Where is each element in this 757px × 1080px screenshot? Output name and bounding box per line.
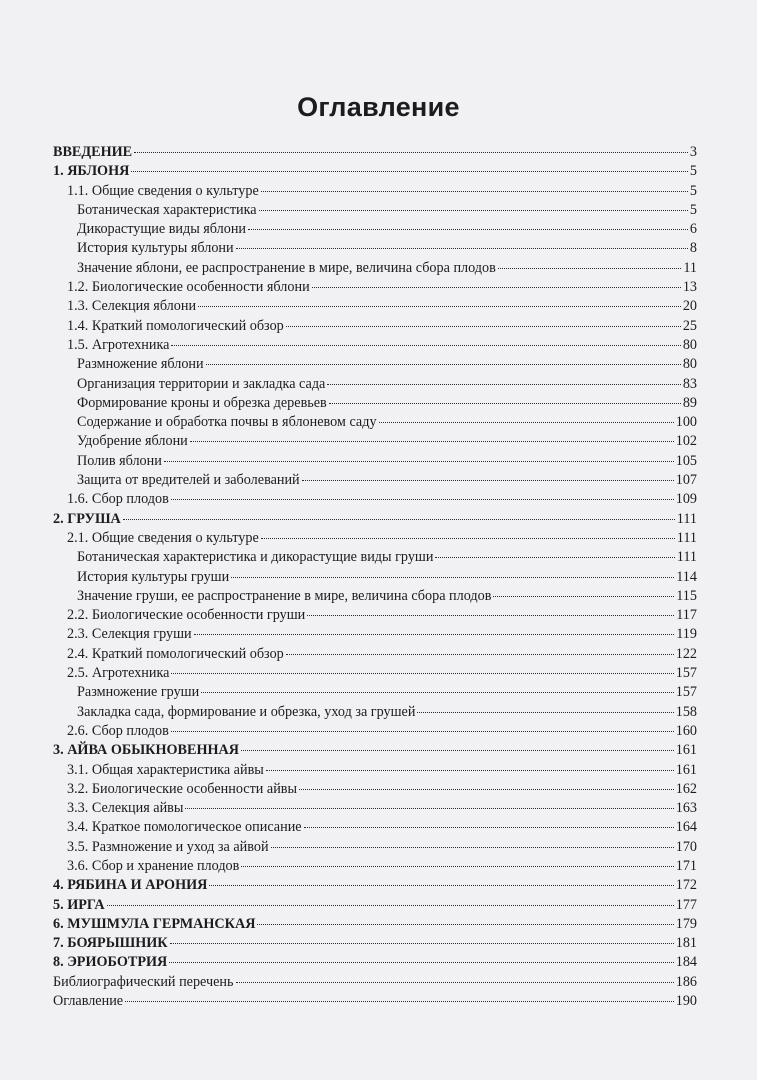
toc-entry-title: 7. БОЯРЫШНИК bbox=[53, 935, 168, 952]
toc-entry bbox=[53, 587, 697, 606]
toc-entry-title: Значение груши, ее распространение в мире, величина сбора плодов bbox=[77, 587, 492, 604]
toc-entry bbox=[53, 683, 697, 702]
toc-entry-page-number: 172 bbox=[675, 877, 697, 894]
toc-entry-title: 1.6. Сбор плодов bbox=[67, 491, 169, 508]
toc-entry-title: 1.5. Агротехника bbox=[67, 336, 170, 353]
toc-entry bbox=[53, 336, 697, 355]
toc-entry bbox=[53, 529, 697, 548]
toc-entry-title: Размножение груши bbox=[77, 684, 200, 701]
dot-leader bbox=[170, 943, 674, 944]
toc-entry bbox=[53, 664, 697, 683]
toc-entry-title: 3. АЙВА ОБЫКНОВЕННАЯ bbox=[53, 742, 240, 759]
toc-entry bbox=[53, 182, 697, 201]
toc-entry-title: 3.2. Биологические особенности айвы bbox=[67, 780, 298, 797]
toc-entry bbox=[53, 876, 697, 895]
dot-leader bbox=[171, 345, 680, 346]
toc-entry-title: Формирование кроны и обрезка деревьев bbox=[77, 394, 327, 411]
dot-leader bbox=[329, 403, 681, 404]
toc-entry-page-number: 157 bbox=[675, 665, 697, 682]
dot-leader bbox=[286, 654, 674, 655]
dot-leader bbox=[236, 248, 688, 249]
dot-leader bbox=[198, 306, 681, 307]
toc-entry-page-number: 105 bbox=[675, 452, 697, 469]
toc-entry-title: Полив яблони bbox=[77, 452, 162, 469]
dot-leader bbox=[185, 808, 673, 809]
toc-entry-title: История культуры груши bbox=[77, 568, 230, 585]
toc-entry bbox=[53, 857, 697, 876]
toc-entry-page-number: 80 bbox=[682, 336, 697, 353]
toc-entry bbox=[53, 568, 697, 587]
dot-leader bbox=[201, 692, 674, 693]
toc-entry-page-number: 161 bbox=[675, 742, 697, 759]
toc-entry bbox=[53, 452, 697, 471]
dot-leader bbox=[231, 577, 674, 578]
toc-entry-page-number: 115 bbox=[676, 587, 697, 604]
toc-entry bbox=[53, 953, 697, 972]
dot-leader bbox=[379, 422, 674, 423]
toc-entry-page-number: 186 bbox=[675, 973, 697, 990]
toc-entry-page-number: 111 bbox=[676, 549, 697, 566]
toc-entry-title: Ботаническая характеристика bbox=[77, 201, 257, 218]
toc-entry-page-number: 119 bbox=[676, 626, 697, 643]
toc-entry-page-number: 177 bbox=[675, 896, 697, 913]
toc-entry bbox=[53, 741, 697, 760]
dot-leader bbox=[209, 885, 673, 886]
toc-entry-page-number: 157 bbox=[675, 684, 697, 701]
toc-entry-title: 2.5. Агротехника bbox=[67, 665, 170, 682]
dot-leader bbox=[241, 750, 674, 751]
dot-leader bbox=[302, 480, 674, 481]
toc-entry-page-number: 117 bbox=[676, 607, 697, 624]
dot-leader bbox=[271, 847, 674, 848]
toc-entry bbox=[53, 471, 697, 490]
toc-entry-title: 1.3. Селекция яблони bbox=[67, 298, 197, 315]
toc-entry-title: 4. РЯБИНА И АРОНИЯ bbox=[53, 877, 208, 894]
dot-leader bbox=[248, 229, 688, 230]
toc-entry-page-number: 25 bbox=[682, 317, 697, 334]
toc-entry bbox=[53, 239, 697, 258]
toc-entry-title: 2.6. Сбор плодов bbox=[67, 722, 169, 739]
toc-entry bbox=[53, 548, 697, 567]
dot-leader bbox=[498, 268, 682, 269]
dot-leader bbox=[206, 364, 681, 365]
toc-entry bbox=[53, 606, 697, 625]
dot-leader bbox=[435, 557, 674, 558]
toc-entry bbox=[53, 317, 697, 336]
toc-entry-title: Дикорастущие виды яблони bbox=[77, 221, 247, 238]
dot-leader bbox=[261, 538, 675, 539]
toc-entry-title: Библиографический перечень bbox=[53, 973, 234, 990]
toc-entry-title: Содержание и обработка почвы в яблоневом саду bbox=[77, 414, 377, 431]
toc-entry-title: 1.2. Биологические особенности яблони bbox=[67, 279, 310, 296]
toc-entry bbox=[53, 297, 697, 316]
toc-entry-page-number: 107 bbox=[675, 472, 697, 489]
dot-leader bbox=[493, 596, 674, 597]
dot-leader bbox=[299, 789, 674, 790]
toc-entry-page-number: 179 bbox=[675, 915, 697, 932]
dot-leader bbox=[171, 673, 673, 674]
toc-entry bbox=[53, 915, 697, 934]
table-of-contents bbox=[53, 143, 697, 1011]
toc-entry bbox=[53, 201, 697, 220]
toc-entry bbox=[53, 394, 697, 413]
toc-entry-page-number: 8 bbox=[689, 240, 697, 257]
dot-leader bbox=[312, 287, 681, 288]
dot-leader bbox=[171, 731, 674, 732]
toc-entry bbox=[53, 220, 697, 239]
toc-entry bbox=[53, 162, 697, 181]
toc-entry-page-number: 5 bbox=[689, 182, 697, 199]
toc-entry-page-number: 170 bbox=[675, 838, 697, 855]
toc-entry bbox=[53, 722, 697, 741]
toc-entry bbox=[53, 973, 697, 992]
toc-entry-page-number: 111 bbox=[676, 529, 697, 546]
toc-entry-page-number: 122 bbox=[675, 645, 697, 662]
dot-leader bbox=[417, 712, 673, 713]
toc-entry-title: 2.4. Краткий помологический обзор bbox=[67, 645, 284, 662]
toc-entry-page-number: 158 bbox=[675, 703, 697, 720]
toc-entry-title: Значение яблони, ее распространение в мире, величина сбора плодов bbox=[77, 259, 496, 276]
toc-entry-title: 3.1. Общая характеристика айвы bbox=[67, 761, 264, 778]
toc-entry-page-number: 111 bbox=[676, 510, 697, 527]
toc-entry-page-number: 160 bbox=[675, 722, 697, 739]
toc-entry-title: Защита от вредителей и заболеваний bbox=[77, 472, 300, 489]
dot-leader bbox=[194, 634, 675, 635]
toc-entry bbox=[53, 799, 697, 818]
dot-leader bbox=[307, 615, 674, 616]
toc-entry-title: 1.1. Общие сведения о культуре bbox=[67, 182, 259, 199]
toc-entry-title: 1. ЯБЛОНЯ bbox=[53, 163, 130, 180]
toc-entry bbox=[53, 645, 697, 664]
toc-entry-page-number: 89 bbox=[682, 394, 697, 411]
dot-leader bbox=[259, 210, 688, 211]
toc-entry bbox=[53, 375, 697, 394]
toc-entry-title: 2.1. Общие сведения о культуре bbox=[67, 529, 259, 546]
toc-entry-title: 5. ИРГА bbox=[53, 896, 105, 913]
dot-leader bbox=[190, 441, 674, 442]
toc-entry bbox=[53, 818, 697, 837]
toc-entry-page-number: 20 bbox=[682, 298, 697, 315]
toc-entry-page-number: 11 bbox=[683, 259, 697, 276]
toc-entry-page-number: 5 bbox=[689, 201, 697, 218]
dot-leader bbox=[169, 962, 673, 963]
toc-entry-page-number: 102 bbox=[675, 433, 697, 450]
toc-entry bbox=[53, 896, 697, 915]
toc-entry-page-number: 83 bbox=[682, 375, 697, 392]
toc-entry-title: 6. МУШМУЛА ГЕРМАНСКАЯ bbox=[53, 915, 256, 932]
toc-entry-page-number: 80 bbox=[682, 356, 697, 373]
toc-entry-page-number: 190 bbox=[675, 993, 697, 1010]
toc-entry bbox=[53, 625, 697, 644]
dot-leader bbox=[131, 171, 688, 172]
dot-leader bbox=[134, 152, 688, 153]
toc-entry-page-number: 109 bbox=[675, 491, 697, 508]
toc-entry-title: Размножение яблони bbox=[77, 356, 204, 373]
toc-entry-title: 3.3. Селекция айвы bbox=[67, 800, 184, 817]
toc-entry-title: Ботаническая характеристика и дикорастущие виды груши bbox=[77, 549, 434, 566]
toc-entry bbox=[53, 992, 697, 1011]
toc-entry bbox=[53, 413, 697, 432]
dot-leader bbox=[261, 191, 688, 192]
toc-entry-title: 2. ГРУША bbox=[53, 510, 121, 527]
dot-leader bbox=[171, 499, 674, 500]
dot-leader bbox=[241, 866, 673, 867]
toc-entry-page-number: 100 bbox=[675, 414, 697, 431]
dot-leader bbox=[164, 461, 674, 462]
toc-entry bbox=[53, 510, 697, 529]
toc-entry-title: История культуры яблони bbox=[77, 240, 234, 257]
toc-entry-title: Организация территории и закладка сада bbox=[77, 375, 326, 392]
dot-leader bbox=[236, 982, 674, 983]
toc-entry-page-number: 13 bbox=[682, 279, 697, 296]
toc-entry bbox=[53, 780, 697, 799]
toc-entry-title: Оглавление bbox=[53, 993, 124, 1010]
toc-entry bbox=[53, 703, 697, 722]
dot-leader bbox=[107, 905, 674, 906]
toc-entry-page-number: 5 bbox=[689, 163, 697, 180]
toc-entry-page-number: 3 bbox=[689, 144, 697, 160]
toc-entry bbox=[53, 838, 697, 857]
toc-entry-page-number: 162 bbox=[675, 780, 697, 797]
toc-entry-page-number: 181 bbox=[675, 935, 697, 952]
page-title: Оглавление bbox=[297, 92, 460, 122]
toc-entry-title: 3.6. Сбор и хранение плодов bbox=[67, 857, 240, 874]
dot-leader bbox=[123, 519, 675, 520]
dot-leader bbox=[266, 770, 674, 771]
toc-entry bbox=[53, 143, 697, 162]
dot-leader bbox=[257, 924, 673, 925]
toc-entry-title: ВВЕДЕНИЕ bbox=[53, 144, 133, 160]
toc-entry-title: 3.5. Размножение и уход за айвой bbox=[67, 838, 269, 855]
toc-entry bbox=[53, 490, 697, 509]
toc-entry-page-number: 163 bbox=[675, 800, 697, 817]
toc-entry bbox=[53, 934, 697, 953]
dot-leader bbox=[327, 384, 680, 385]
toc-entry-title: 2.2. Биологические особенности груши bbox=[67, 607, 306, 624]
toc-entry-page-number: 161 bbox=[675, 761, 697, 778]
toc-entry-page-number: 184 bbox=[675, 954, 697, 971]
toc-entry bbox=[53, 761, 697, 780]
toc-entry-page-number: 164 bbox=[675, 819, 697, 836]
toc-entry-title: Удобрение яблони bbox=[77, 433, 188, 450]
toc-entry-title: 8. ЭРИОБОТРИЯ bbox=[53, 954, 168, 971]
toc-entry-title: 3.4. Краткое помологическое описание bbox=[67, 819, 302, 836]
toc-entry bbox=[53, 432, 697, 451]
toc-entry bbox=[53, 278, 697, 297]
dot-leader bbox=[304, 827, 674, 828]
toc-entry bbox=[53, 259, 697, 278]
toc-entry bbox=[53, 355, 697, 374]
toc-entry-title: 2.3. Селекция груши bbox=[67, 626, 192, 643]
toc-entry-page-number: 6 bbox=[689, 221, 697, 238]
dot-leader bbox=[286, 326, 681, 327]
dot-leader bbox=[125, 1001, 674, 1002]
toc-entry-title: Закладка сада, формирование и обрезка, уход за грушей bbox=[77, 703, 416, 720]
toc-entry-title: 1.4. Краткий помологический обзор bbox=[67, 317, 284, 334]
toc-entry-page-number: 171 bbox=[675, 857, 697, 874]
toc-entry-page-number: 114 bbox=[676, 568, 697, 585]
